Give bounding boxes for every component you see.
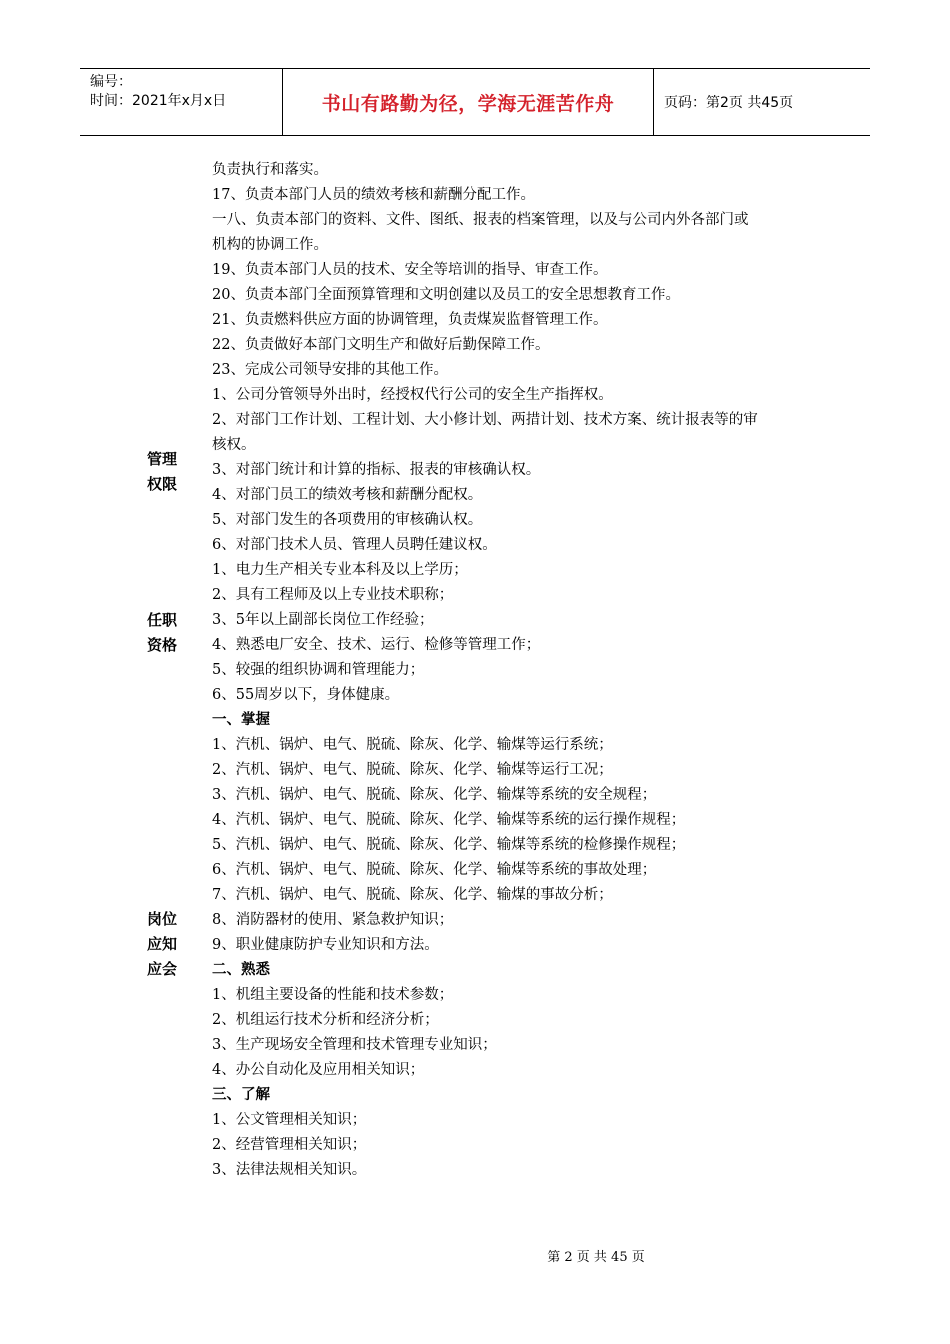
qualification-item: 6、55周岁以下，身体健康。	[212, 687, 400, 703]
master-item: 8、消防器材的使用、紧急救护知识；	[212, 912, 454, 928]
header-motto: 书山有路勤为径，学海无涯苦作舟	[321, 92, 615, 115]
authority-item: 4、对部门员工的绩效考核和薪酬分配权。	[212, 487, 483, 503]
master-item: 2、汽机、锅炉、电气、脱硫、除灰、化学、输煤等运行工况；	[212, 762, 613, 778]
understand-item: 3、法律法规相关知识。	[212, 1162, 367, 1178]
header-motto-cell	[282, 69, 654, 135]
understand-title: 三、了解	[212, 1087, 270, 1103]
duty-line: 一八、负责本部门的资料、文件、图纸、报表的档案管理，以及与公司内外各部门或	[212, 212, 749, 228]
authority-item: 3、对部门统计和计算的指标、报表的审核确认权。	[212, 462, 541, 478]
qualification-label: 任职资格	[147, 611, 178, 654]
authority-item: 核权。	[212, 437, 256, 453]
familiar-item: 3、生产现场安全管理和技术管理专业知识；	[212, 1037, 497, 1053]
duty-line: 21、负责燃料供应方面的协调管理，负责煤炭监督管理工作。	[212, 312, 608, 328]
authority-item: 5、对部门发生的各项费用的审核确认权。	[212, 512, 483, 528]
document-time: 时间：2021年x月x日	[90, 93, 227, 109]
footer-page-number: 第 2 页 共 45 页	[547, 1250, 645, 1265]
master-item: 6、汽机、锅炉、电气、脱硫、除灰、化学、输煤等系统的事故处理；	[212, 862, 657, 878]
master-item: 4、汽机、锅炉、电气、脱硫、除灰、化学、输煤等系统的运行操作规程；	[212, 812, 686, 828]
authority-label: 管理权限	[147, 450, 178, 493]
duty-line: 机构的协调工作。	[212, 237, 328, 253]
qualification-item: 4、熟悉电厂安全、技术、运行、检修等管理工作；	[212, 637, 541, 653]
authority-item: 2、对部门工作计划、工程计划、大小修计划、两措计划、技术方案、统计报表等的审	[212, 412, 758, 428]
qualification-item: 2、具有工程师及以上专业技术职称；	[212, 587, 454, 603]
master-item: 1、汽机、锅炉、电气、脱硫、除灰、化学、输煤等运行系统；	[212, 737, 613, 753]
master-item: 5、汽机、锅炉、电气、脱硫、除灰、化学、输煤等系统的检修操作规程；	[212, 837, 686, 853]
authority-item: 6、对部门技术人员、管理人员聘任建议权。	[212, 537, 497, 553]
master-item: 9、职业健康防护专业知识和方法。	[212, 937, 439, 953]
page-header	[80, 68, 870, 136]
qualification-item: 5、较强的组织协调和管理能力；	[212, 662, 425, 678]
duty-line: 19、负责本部门人员的技术、安全等培训的指导、审查工作。	[212, 262, 608, 278]
knowledge-label: 岗位应知应会	[147, 910, 178, 978]
header-page-info: 页码：第2页 共45页	[664, 95, 794, 111]
qualification-item: 1、电力生产相关专业本科及以上学历；	[212, 562, 468, 578]
familiar-title: 二、熟悉	[212, 962, 270, 978]
familiar-item: 4、办公自动化及应用相关知识；	[212, 1062, 425, 1078]
familiar-item: 1、机组主要设备的性能和技术参数；	[212, 987, 454, 1003]
master-item: 7、汽机、锅炉、电气、脱硫、除灰、化学、输煤的事故分析；	[212, 887, 613, 903]
master-title: 一、掌握	[212, 712, 270, 728]
header-meta	[80, 69, 282, 135]
duty-line: 负责执行和落实。	[212, 162, 328, 178]
qualification-item: 3、5年以上副部长岗位工作经验；	[212, 612, 434, 628]
duty-line: 17、负责本部门人员的绩效考核和薪酬分配工作。	[212, 187, 535, 203]
understand-item: 2、经营管理相关知识；	[212, 1137, 367, 1153]
understand-item: 1、公文管理相关知识；	[212, 1112, 367, 1128]
duty-line: 22、负责做好本部门文明生产和做好后勤保障工作。	[212, 337, 550, 353]
familiar-item: 2、机组运行技术分析和经济分析；	[212, 1012, 439, 1028]
document-number: 编号：	[90, 74, 132, 90]
duty-line: 20、负责本部门全面预算管理和文明创建以及员工的安全思想教育工作。	[212, 287, 680, 303]
authority-item: 1、公司分管领导外出时，经授权代行公司的安全生产指挥权。	[212, 387, 613, 403]
master-item: 3、汽机、锅炉、电气、脱硫、除灰、化学、输煤等系统的安全规程；	[212, 787, 657, 803]
page-footer	[0, 1246, 950, 1265]
duty-line: 23、完成公司领导安排的其他工作。	[212, 362, 448, 378]
